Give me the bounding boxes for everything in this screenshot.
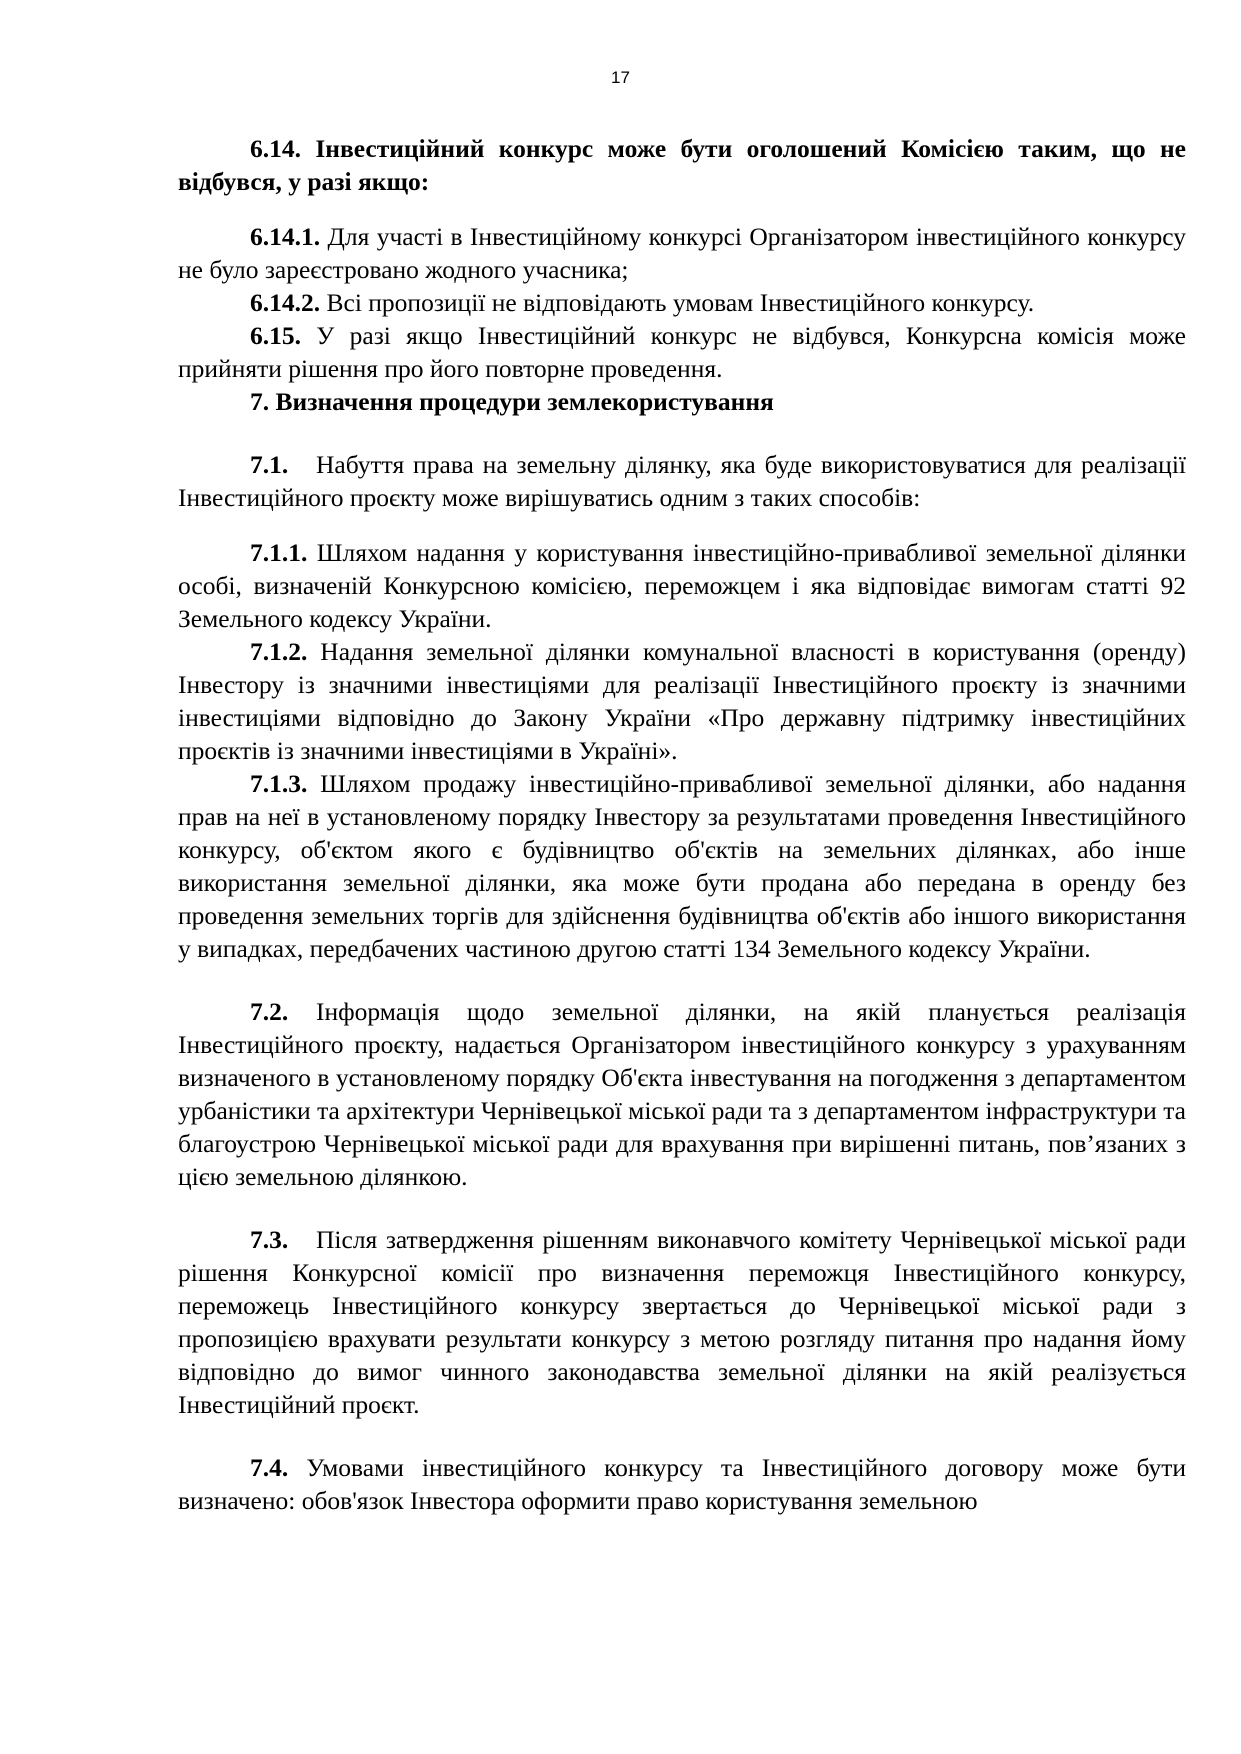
clause-text: Всі пропозиції не відповідають умовам Інвестиційного конкурсу. — [320, 288, 1035, 317]
clause-7-4 — [178, 1451, 1186, 1517]
clause-number: 7.4. — [250, 1453, 289, 1482]
clause-text: Набуття права на земельну ділянку, яка буде використовуватися для реалізації Інвестиційного проєкту може вирішуватись одним з таких способів: — [178, 450, 1186, 512]
clause-number: 6.15. — [250, 321, 301, 350]
clause-number: 7.2. — [250, 997, 289, 1026]
clause-text: Інформація щодо земельної ділянки, на якій планується реалізація Інвестиційного проєкту, надається Організатором інвестиційного конкурсу з урахуванням визначеного в установленому порядку Об'єкта інвестування на погодження з департаментом урбаністики та архітектури Чернівецької міської ради та з департаментом інфраструктури та благоустрою Чернівецької міської ради для врахування при вирішенні питань, пов’язаних з цією земельною ділянкою. — [178, 997, 1186, 1191]
clause-text: Шляхом продажу інвестиційно-привабливої земельної ділянки, або надання прав на неї в установленому порядку Інвестору за результатами проведення Інвестиційного конкурсу, об'єктом якого є будівництво об'єктів на земельних ділянках, або інше використання земельної ділянки, яка може бути продана або передана в оренду без проведення земельних торгів для здійснення будівництва об'єктів або іншого використання у випадках, передбачених частиною другою статті 134 Земельного кодексу України. — [178, 769, 1186, 963]
clause-7-1-3 — [178, 767, 1186, 965]
clause-number: 7.1.1. — [250, 538, 308, 567]
page-number: 17 — [611, 68, 630, 87]
clause-7-1-2 — [178, 635, 1186, 767]
clause-number: 7.3. — [250, 1225, 289, 1254]
clause-6-14-1 — [178, 220, 1186, 286]
clause-text: У разі якщо Інвестиційний конкурс не відбувся, Конкурсна комісія може прийняти рішення про його повторне проведення. — [178, 321, 1186, 383]
clause-number: 7.1.3. — [250, 769, 308, 798]
clause-7-1 — [178, 448, 1186, 514]
clause-number: 6.14.1. — [250, 222, 321, 251]
clause-text: Шляхом надання у користування інвестиційно-привабливої земельної ділянки особі, визначеній Конкурсною комісією, переможцем і яка відповідає вимогам статті 92 Земельного кодексу України. — [178, 538, 1186, 633]
clause-7-3 — [178, 1223, 1186, 1421]
clause-6-14: 6.14. Інвестиційний конкурс може бути оголошений Комісією таким, що не відбувся, у разі якщо: — [178, 134, 1186, 196]
clause-text: Після затвердження рішенням виконавчого комітету Чернівецької міської ради рішення Конкурсної комісії про визначення переможця Інвестиційного конкурсу, переможець Інвестиційного конкурсу звертається до Чернівецької міської ради з пропозицією врахувати результати конкурсу з метою розгляду питання про надання йому відповідно до вимог чинного законодавства земельної ділянки на якій реалізується Інвестиційний проєкт. — [178, 1225, 1186, 1419]
clause-text: Для участі в Інвестиційному конкурсі Організатором інвестиційного конкурсу не було зареєстровано жодного учасника; — [178, 222, 1186, 284]
clause-number: 7.1. — [250, 450, 289, 479]
clause-text: Надання земельної ділянки комунальної власності в користування (оренду) Інвестору із значними інвестиціями для реалізації Інвестиційного проєкту із значними інвестиціями відповідно до Закону України «Про державну підтримку інвестиційних проєктів із значними інвестиціями в Україні». — [178, 637, 1186, 765]
clause-number: 7.1.2. — [250, 637, 308, 666]
section-7-heading: 7. Визначення процедури землекористування — [250, 387, 774, 416]
clause-number: 6.14.2. — [250, 288, 321, 317]
clause-7-1-1 — [178, 536, 1186, 635]
document-body — [178, 132, 1186, 1517]
clause-text: Умовами інвестиційного конкурсу та Інвестиційного договору може бути визначено: обов'язок Інвестора оформити право користування земельною — [178, 1453, 1186, 1515]
clause-6-14-2 — [178, 286, 1186, 319]
clause-7-2 — [178, 995, 1186, 1193]
clause-6-15 — [178, 319, 1186, 385]
